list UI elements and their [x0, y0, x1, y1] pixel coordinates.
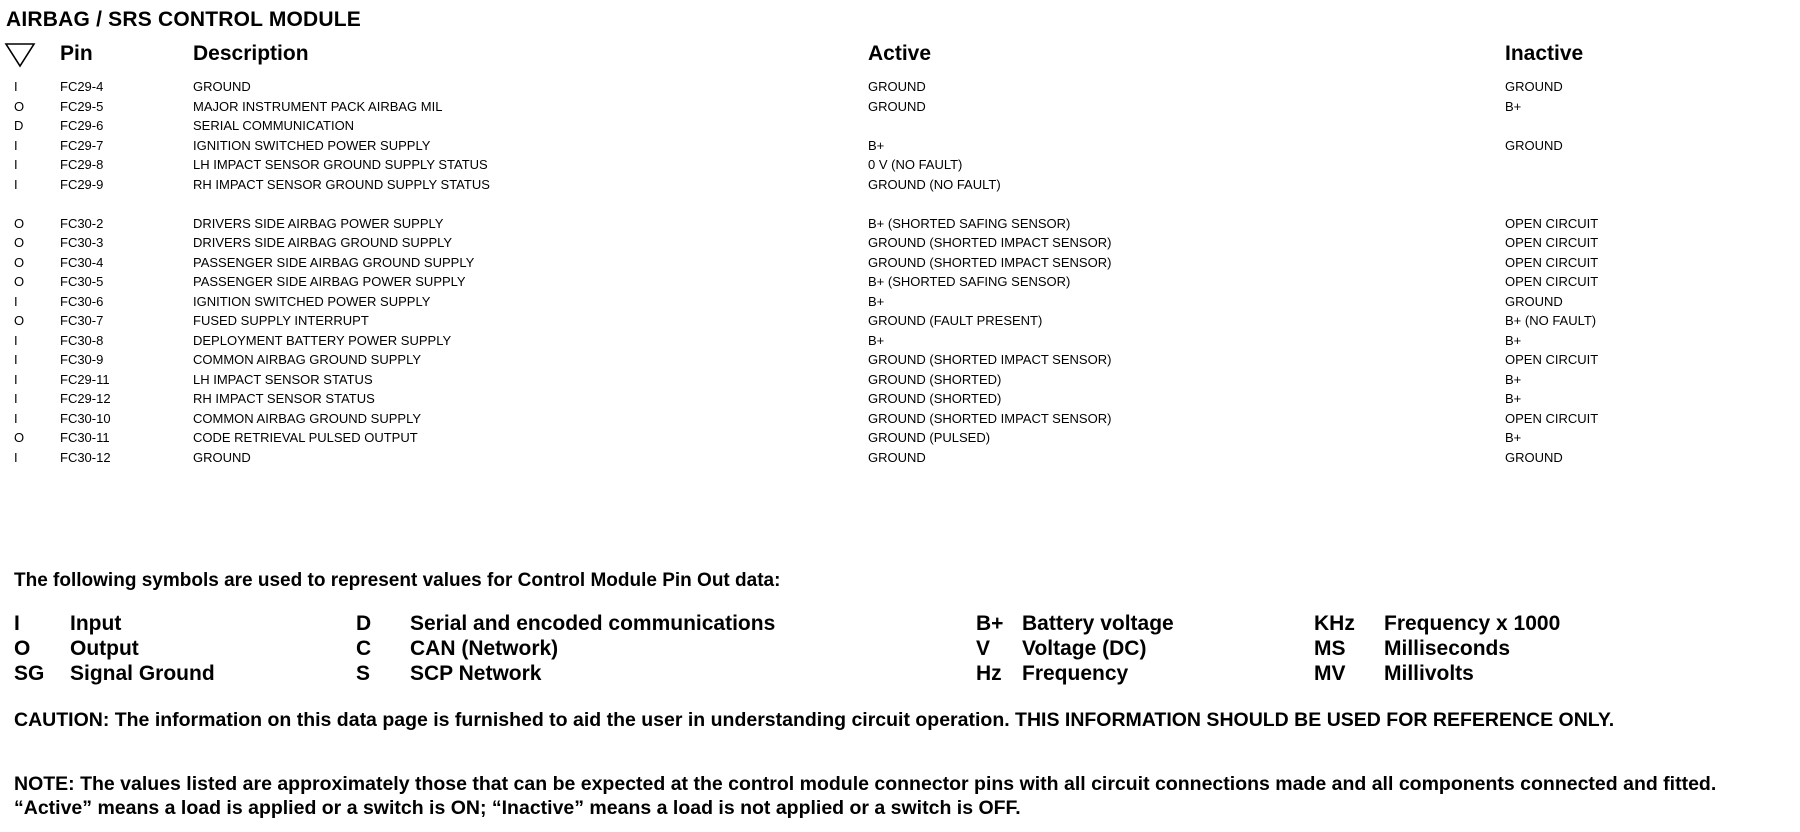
- inactive-value: B+: [1505, 332, 1522, 348]
- pin-id: FC29-11: [60, 371, 110, 387]
- inactive-value: GROUND: [1505, 293, 1563, 309]
- active-value: GROUND (SHORTED): [868, 371, 1002, 387]
- legend-row: [14, 662, 1794, 687]
- inactive-value: B+ (NO FAULT): [1505, 313, 1597, 328]
- pin-description: MAJOR INSTRUMENT PACK AIRBAG MIL: [193, 98, 443, 114]
- table-row: [0, 157, 1800, 177]
- pin-id: FC30-11: [60, 430, 110, 445]
- column-header-inactive: Inactive: [1505, 42, 1584, 65]
- pin-description: PASSENGER SIDE AIRBAG GROUND SUPPLY: [193, 254, 475, 270]
- active-value: GROUND (NO FAULT): [868, 176, 1001, 192]
- pin-id: FC29-4: [60, 79, 104, 94]
- legend-symbol: C: [356, 637, 372, 660]
- pin-id: FC29-5: [60, 98, 104, 114]
- legend-symbol: KHz: [1314, 612, 1355, 635]
- active-value: B+: [868, 137, 885, 153]
- active-value: GROUND: [868, 79, 926, 94]
- inactive-value: B+: [1505, 98, 1522, 114]
- legend-symbol: D: [356, 612, 372, 635]
- legend-symbol: SG: [14, 662, 45, 685]
- legend-description: Frequency: [1022, 662, 1129, 685]
- legend-description: Input: [70, 612, 122, 635]
- io-code: I: [14, 391, 18, 406]
- legend-symbol: B+: [976, 612, 1004, 635]
- io-code: I: [14, 137, 18, 153]
- table-row: [0, 99, 1800, 119]
- pin-id: FC30-7: [60, 313, 104, 328]
- active-value: GROUND (SHORTED IMPACT SENSOR): [868, 235, 1112, 250]
- legend-symbol: MV: [1314, 662, 1346, 685]
- pin-id: FC30-6: [60, 293, 104, 309]
- inactive-value: OPEN CIRCUIT: [1505, 215, 1599, 231]
- legend-description: Serial and encoded communications: [410, 612, 776, 635]
- pin-description: DRIVERS SIDE AIRBAG POWER SUPPLY: [193, 215, 444, 231]
- pin-description: GROUND: [193, 79, 251, 94]
- io-code: O: [14, 254, 25, 270]
- table-row: [0, 333, 1800, 353]
- pin-table: [0, 79, 1800, 469]
- page-title: AIRBAG / SRS CONTROL MODULE: [6, 8, 362, 31]
- table-row: [0, 274, 1800, 294]
- io-code: O: [14, 98, 25, 114]
- inactive-value: OPEN CIRCUIT: [1505, 410, 1599, 426]
- io-code: I: [14, 176, 18, 192]
- pin-description: GROUND: [193, 449, 251, 465]
- pin-id: FC30-12: [60, 449, 111, 465]
- active-value: GROUND (SHORTED IMPACT SENSOR): [868, 352, 1112, 367]
- legend-symbol: Hz: [976, 662, 1002, 685]
- inactive-value: OPEN CIRCUIT: [1505, 235, 1599, 250]
- inactive-value: B+: [1505, 371, 1522, 387]
- pin-id: FC30-9: [60, 352, 104, 367]
- legend-symbol: V: [976, 637, 991, 660]
- table-row: [0, 430, 1800, 450]
- pin-description: CODE RETRIEVAL PULSED OUTPUT: [193, 430, 418, 445]
- io-code: I: [14, 332, 18, 348]
- io-code: I: [14, 352, 18, 367]
- pin-id: FC30-3: [60, 235, 104, 250]
- table-row: [0, 313, 1800, 333]
- pin-id: FC29-8: [60, 157, 104, 172]
- column-header-description: Description: [193, 42, 309, 65]
- pin-id: FC30-10: [60, 410, 111, 426]
- pin-id: FC29-6: [60, 118, 104, 133]
- legend-description: CAN (Network): [410, 637, 559, 660]
- pin-id: FC29-9: [60, 176, 104, 192]
- table-row: [0, 138, 1800, 158]
- table-row: [0, 450, 1800, 470]
- table-row: [0, 411, 1800, 431]
- active-value: GROUND (FAULT PRESENT): [868, 313, 1043, 328]
- pin-id: FC30-8: [60, 332, 104, 348]
- active-value: B+ (SHORTED SAFING SENSOR): [868, 215, 1071, 231]
- pin-description: DEPLOYMENT BATTERY POWER SUPPLY: [193, 332, 452, 348]
- io-code: I: [14, 293, 18, 309]
- pin-description: IGNITION SWITCHED POWER SUPPLY: [193, 137, 431, 153]
- io-code: O: [14, 235, 25, 250]
- legend-row: [14, 637, 1794, 662]
- legend-description: Output: [70, 637, 139, 660]
- inactive-value: GROUND: [1505, 137, 1563, 153]
- table-row: [0, 177, 1800, 197]
- legend-symbol: S: [356, 662, 371, 685]
- io-code: I: [14, 371, 18, 387]
- table-row: [0, 352, 1800, 372]
- active-value: GROUND (SHORTED): [868, 391, 1002, 406]
- column-header-pin: Pin: [60, 42, 93, 65]
- note-text: NOTE: The values listed are approximately those that can be expected at the control module connector pins with all circuit connections made and all components connected and fitted. “Active” means a load is applied or a switch is ON; “Inactive” means a load is not applied or a switch is OFF.: [14, 773, 1717, 819]
- inactive-value: GROUND: [1505, 79, 1563, 94]
- active-value: GROUND (SHORTED IMPACT SENSOR): [868, 410, 1112, 426]
- legend-description: Frequency x 1000: [1384, 612, 1561, 635]
- legend-row: [14, 612, 1794, 637]
- pin-description: COMMON AIRBAG GROUND SUPPLY: [193, 410, 422, 426]
- io-code: O: [14, 215, 25, 231]
- inactive-value: B+: [1505, 391, 1522, 406]
- io-code: I: [14, 449, 18, 465]
- table-row: [0, 216, 1800, 236]
- table-row: [0, 391, 1800, 411]
- table-row: [0, 294, 1800, 314]
- inactive-value: B+: [1505, 430, 1522, 445]
- pin-description: FUSED SUPPLY INTERRUPT: [193, 313, 369, 328]
- triangle-down-icon: [4, 42, 36, 68]
- pin-description: SERIAL COMMUNICATION: [193, 118, 355, 133]
- inactive-value: OPEN CIRCUIT: [1505, 352, 1599, 367]
- legend-description: Voltage (DC): [1022, 637, 1147, 660]
- inactive-value: OPEN CIRCUIT: [1505, 274, 1599, 289]
- pin-id: FC29-12: [60, 391, 111, 406]
- active-value: GROUND: [868, 98, 926, 114]
- column-header-active: Active: [868, 42, 932, 65]
- active-value: B+ (SHORTED SAFING SENSOR): [868, 274, 1071, 289]
- active-value: GROUND (PULSED): [868, 430, 991, 445]
- pin-description: DRIVERS SIDE AIRBAG GROUND SUPPLY: [193, 235, 453, 250]
- pin-id: FC30-5: [60, 274, 104, 289]
- pin-description: PASSENGER SIDE AIRBAG POWER SUPPLY: [193, 274, 466, 289]
- inactive-value: OPEN CIRCUIT: [1505, 254, 1599, 270]
- symbols-heading: The following symbols are used to represent values for Control Module Pin Out data:: [14, 570, 781, 591]
- pin-description: RH IMPACT SENSOR STATUS: [193, 391, 375, 406]
- io-code: O: [14, 274, 25, 289]
- active-value: GROUND (SHORTED IMPACT SENSOR): [868, 254, 1112, 270]
- active-value: GROUND: [868, 449, 926, 465]
- pin-id: FC30-4: [60, 254, 104, 270]
- legend-symbol: MS: [1314, 637, 1346, 660]
- caution-text: CAUTION: The information on this data page is furnished to aid the user in understanding circuit operation. THIS INFORMATION SHOULD BE USED FOR REFERENCE ONLY.: [14, 709, 1615, 731]
- io-code: I: [14, 157, 18, 172]
- legend-description: Battery voltage: [1022, 612, 1174, 635]
- pin-id: FC29-7: [60, 137, 104, 153]
- table-row: [0, 372, 1800, 392]
- pin-description: LH IMPACT SENSOR STATUS: [193, 371, 373, 387]
- legend-description: Signal Ground: [70, 662, 215, 685]
- legend-description: SCP Network: [410, 662, 542, 685]
- table-row: [0, 79, 1800, 99]
- table-row: [0, 235, 1800, 255]
- pin-id: FC30-2: [60, 215, 104, 231]
- table-row: [0, 118, 1800, 138]
- pin-description: LH IMPACT SENSOR GROUND SUPPLY STATUS: [193, 157, 488, 172]
- io-code: D: [14, 118, 24, 133]
- io-code: I: [14, 79, 18, 94]
- active-value: B+: [868, 332, 885, 348]
- legend-description: Milliseconds: [1384, 637, 1511, 660]
- io-code: O: [14, 430, 25, 445]
- active-value: B+: [868, 293, 885, 309]
- legend-symbol: I: [14, 612, 20, 635]
- pin-description: RH IMPACT SENSOR GROUND SUPPLY STATUS: [193, 176, 490, 192]
- table-row: [0, 255, 1800, 275]
- legend-description: Millivolts: [1384, 662, 1474, 685]
- active-value: 0 V (NO FAULT): [868, 157, 963, 172]
- io-code: I: [14, 410, 18, 426]
- pin-description: COMMON AIRBAG GROUND SUPPLY: [193, 352, 422, 367]
- legend-symbol: O: [14, 637, 31, 660]
- inactive-value: GROUND: [1505, 449, 1563, 465]
- io-code: O: [14, 313, 25, 328]
- symbol-legend: [14, 612, 1794, 687]
- pin-description: IGNITION SWITCHED POWER SUPPLY: [193, 293, 431, 309]
